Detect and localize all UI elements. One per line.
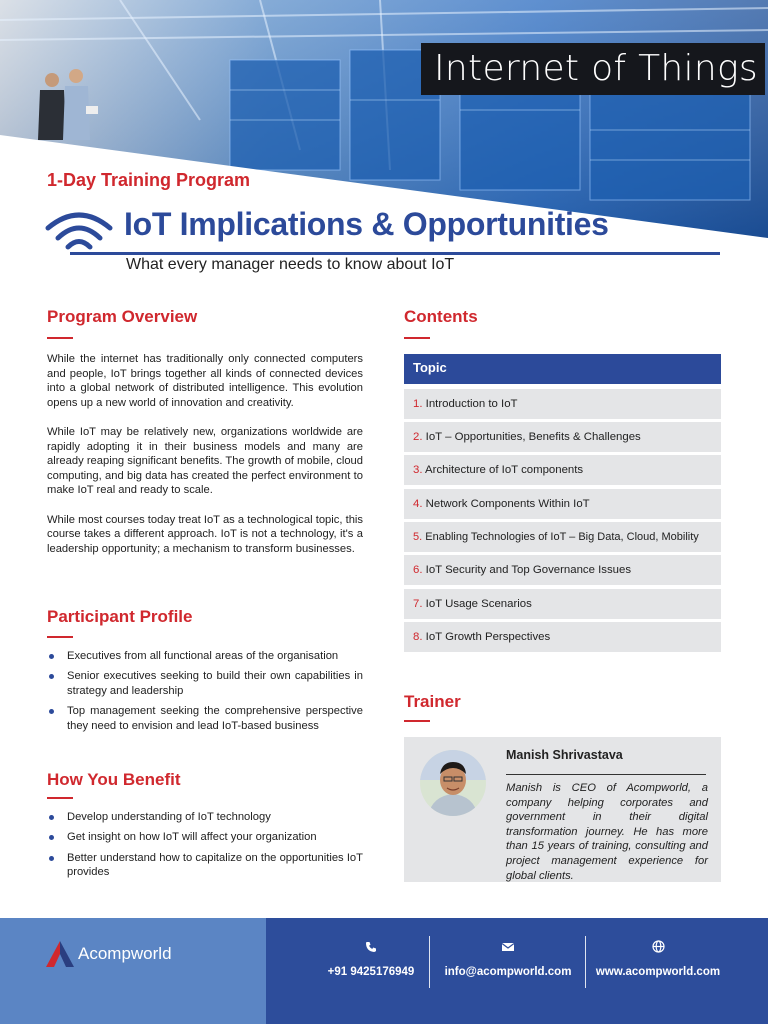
contents-title: Contents — [404, 307, 478, 326]
overview-rule — [47, 337, 73, 339]
topic-number: 4. — [413, 498, 423, 510]
topic-number: 3. — [413, 464, 423, 476]
trainer-title: Trainer — [404, 692, 461, 711]
participant-rule — [47, 636, 73, 638]
trainer-bio: Manish is CEO of Acompworld, a company helping corporates and government in their digital transformation journey. He has more than 15 years of training, consulting and project management experience for global clients. — [506, 782, 708, 882]
list-item — [47, 830, 363, 844]
footer-brand-panel — [0, 918, 266, 1024]
phone-icon — [320, 936, 422, 956]
list-item — [47, 810, 363, 824]
topic-row — [404, 522, 721, 552]
list-item — [47, 669, 363, 698]
topic-label: Enabling Technologies of IoT – Big Data, Cloud, Mobility — [425, 531, 699, 543]
topic-row — [404, 455, 721, 485]
topic-row — [404, 489, 721, 519]
bullet-icon — [49, 674, 54, 679]
bullet-icon — [49, 815, 54, 820]
envelope-icon — [436, 936, 580, 956]
topic-number: 1. — [413, 398, 423, 410]
benefit-rule — [47, 797, 73, 799]
participant-list — [47, 649, 363, 739]
topic-label: IoT – Opportunities, Benefits & Challenges — [425, 431, 641, 443]
acompworld-logo-icon — [46, 941, 74, 967]
list-item-text: Top management seeking the comprehensive perspective they need to envision and lead IoT-based business — [67, 705, 363, 732]
topic-number: 5. — [413, 531, 423, 543]
avatar — [420, 750, 486, 816]
program-label: 1-Day Training Program — [47, 170, 251, 190]
topic-label: IoT Usage Scenarios — [425, 598, 532, 610]
overview-text — [47, 352, 363, 571]
topic-number: 7. — [413, 598, 423, 610]
bullet-icon — [49, 709, 54, 714]
topic-table-header: Topic — [404, 354, 721, 384]
benefit-title: How You Benefit — [47, 770, 181, 789]
footer-divider — [585, 936, 586, 988]
overview-title: Program Overview — [47, 307, 198, 326]
subtitle: What every manager needs to know about IoT — [126, 256, 455, 273]
bullet-icon — [49, 654, 54, 659]
benefit-list — [47, 810, 363, 886]
contact-website[interactable] — [590, 936, 726, 988]
contact-email[interactable] — [436, 936, 580, 988]
wifi-icon — [44, 206, 114, 256]
topic-row — [404, 589, 721, 619]
website-url[interactable]: www.acompworld.com — [595, 966, 721, 978]
trainer-card — [404, 737, 721, 882]
list-item-text: Better understand how to capitalize on the opportunities IoT provides — [67, 851, 363, 879]
brand-name: Acompworld — [78, 944, 172, 963]
globe-icon — [590, 936, 726, 956]
trainer-name: Manish Shrivastava — [506, 748, 623, 762]
list-item — [47, 851, 363, 880]
topic-label: Network Components Within IoT — [425, 498, 590, 510]
participant-title: Participant Profile — [47, 607, 193, 626]
list-item-text: Executives from all functional areas of the organisation — [67, 650, 339, 662]
topic-row — [404, 422, 721, 452]
topic-number: 2. — [413, 431, 423, 443]
overview-paragraph: While most courses today treat IoT as a technological topic, this course takes a different approach. IoT is not a technology, it's a leadership opportunity; a mechanism to transform businesses. — [47, 513, 363, 555]
overview-paragraph: While the internet has traditionally only connected computers and people, IoT brings together all kinds of connected devices into a global network of distributed intelligence. This evolution opens up a new world of innovation and creativity. — [47, 353, 363, 409]
topic-label: Architecture of IoT components — [425, 464, 584, 476]
list-item-text: Develop understanding of IoT technology — [67, 811, 271, 823]
hero-title: Internet of Things — [421, 43, 765, 95]
phone-number[interactable]: +91 9425176949 — [327, 966, 415, 978]
topic-label: IoT Growth Perspectives — [425, 631, 551, 643]
overview-paragraph: While IoT may be relatively new, organizations worldwide are rapidly adopting it in their business models and many are already reaping significant benefits. The growth of mobile, cloud computing, and big data has created the perfect environment to make IoT real and ready to scale. — [47, 425, 363, 497]
topic-label: Introduction to IoT — [425, 398, 518, 410]
email-address[interactable]: info@acompworld.com — [444, 966, 572, 978]
list-item — [47, 704, 363, 733]
list-item-text: Senior executives seeking to build their own capabilities in strategy and leadership — [67, 670, 363, 697]
topic-row — [404, 622, 721, 652]
trainer-rule — [404, 720, 430, 722]
topic-row — [404, 389, 721, 419]
title-divider — [70, 252, 720, 255]
list-item-text: Get insight on how IoT will affect your organization — [67, 831, 317, 844]
topic-number: 6. — [413, 564, 423, 576]
list-item — [47, 649, 363, 663]
footer-divider — [429, 936, 430, 988]
contents-rule — [404, 337, 430, 339]
topic-number: 8. — [413, 631, 423, 643]
bullet-icon — [49, 856, 54, 861]
bullet-icon — [49, 835, 54, 840]
trainer-name-divider — [506, 774, 706, 775]
contact-phone[interactable] — [320, 936, 422, 988]
topic-label: IoT Security and Top Governance Issues — [425, 564, 632, 576]
topic-row — [404, 555, 721, 585]
main-title: IoT Implications & Opportunities — [124, 206, 609, 242]
